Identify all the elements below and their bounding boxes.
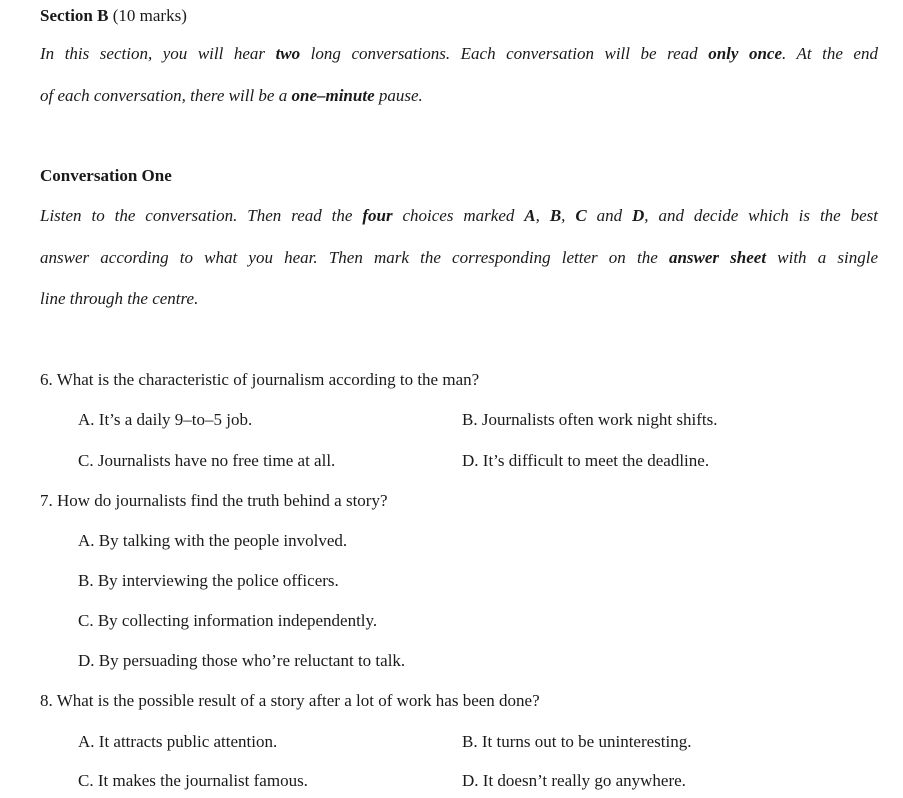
question-7-option-a: A. By talking with the people involved. bbox=[78, 531, 348, 550]
conversation-title: Conversation One bbox=[40, 166, 172, 185]
question-7-option-d: D. By persuading those who’re reluctant to talk. bbox=[78, 651, 406, 670]
emphasis-one-minute: one–minute bbox=[291, 86, 375, 105]
question-7-option-b: B. By interviewing the police officers. bbox=[78, 571, 339, 590]
question-8-option-d: D. It doesn’t really go anywhere. bbox=[462, 771, 686, 790]
question-8-option-c: C. It makes the journalist famous. bbox=[78, 771, 308, 790]
conversation-instructions-line-2: answer according to what you hear. Then mark the corresponding letter on the answer sheet with a single bbox=[40, 248, 878, 267]
question-7-stem: 7. How do journalists find the truth behind a story? bbox=[40, 491, 388, 510]
question-8-stem: 8. What is the possible result of a story after a lot of work has been done? bbox=[40, 691, 540, 710]
question-8-option-a: A. It attracts public attention. bbox=[78, 732, 278, 751]
section-title-marks: (10 marks) bbox=[108, 6, 187, 25]
section-intro-line-2: of each conversation, there will be a one–minute pause. bbox=[40, 86, 423, 105]
question-6-stem: 6. What is the characteristic of journalism according to the man? bbox=[40, 370, 480, 389]
question-6-option-c: C. Journalists have no free time at all. bbox=[78, 451, 336, 470]
question-8-option-b: B. It turns out to be uninteresting. bbox=[462, 732, 692, 751]
emphasis-four: four bbox=[362, 206, 393, 225]
question-6-option-d: D. It’s difficult to meet the deadline. bbox=[462, 451, 710, 470]
emphasis-answer-sheet: answer sheet bbox=[668, 248, 767, 267]
conversation-instructions-line-1: Listen to the conversation. Then read the four choices marked A, B, C and D, and decide which is the best bbox=[40, 206, 879, 225]
emphasis-two: two bbox=[275, 44, 301, 63]
section-title bbox=[40, 6, 187, 26]
conversation-instructions-line-3: line through the centre. bbox=[40, 289, 199, 308]
question-6-option-b: B. Journalists often work night shifts. bbox=[462, 410, 718, 429]
question-7-option-c: C. By collecting information independently. bbox=[78, 611, 378, 630]
section-intro-line-1: In this section, you will hear two long conversations. Each conversation will be read only once. At the end bbox=[40, 44, 878, 63]
section-title-bold: Section B bbox=[40, 6, 109, 25]
emphasis-only-once: only once bbox=[708, 44, 782, 63]
question-6-option-a: A. It’s a daily 9–to–5 job. bbox=[78, 410, 253, 429]
